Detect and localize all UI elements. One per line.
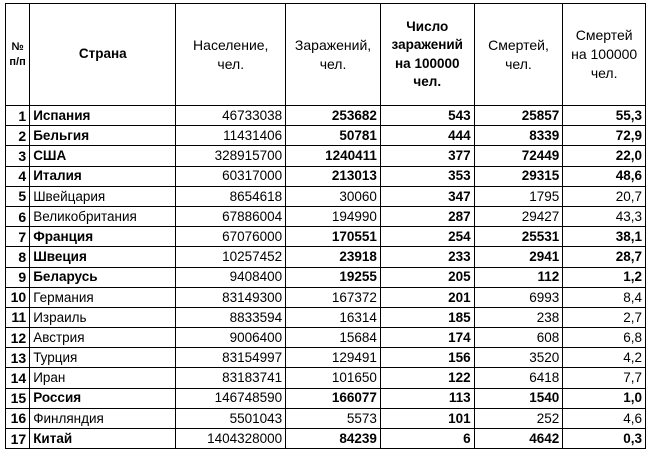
cell-deaths-per100k: 8,4 [563, 287, 646, 307]
header-deaths: Смертей, чел. [474, 4, 563, 106]
cell-per100k: 205 [380, 267, 474, 287]
cell-per100k: 233 [380, 247, 474, 267]
cell-population: 328915700 [176, 146, 286, 166]
header-num: № п/п [6, 4, 30, 106]
row-number: 4 [6, 166, 30, 186]
cell-per100k: 6 [380, 429, 474, 449]
cell-infections: 101650 [286, 368, 381, 388]
table-row [6, 166, 646, 186]
table-row [6, 287, 646, 307]
cell-deaths: 6418 [474, 368, 563, 388]
cell-infections: 170551 [286, 227, 381, 247]
cell-infections: 23918 [286, 247, 381, 267]
row-number: 12 [6, 328, 30, 348]
cell-infections: 129491 [286, 348, 381, 368]
cell-per100k: 201 [380, 287, 474, 307]
cell-country: Израиль [30, 307, 176, 327]
cell-deaths: 8339 [474, 126, 563, 146]
cell-deaths: 238 [474, 307, 563, 327]
cell-deaths: 1540 [474, 388, 563, 408]
cell-population: 83149300 [176, 287, 286, 307]
cell-population: 67076000 [176, 227, 286, 247]
cell-deaths-per100k: 0,3 [563, 429, 646, 449]
table-row [6, 146, 646, 166]
cell-per100k: 287 [380, 206, 474, 226]
cell-population: 1404328000 [176, 429, 286, 449]
cell-deaths: 25531 [474, 227, 563, 247]
cell-per100k: 543 [380, 106, 474, 126]
cell-country: Финляндия [30, 408, 176, 428]
cell-country: США [30, 146, 176, 166]
cell-deaths: 72449 [474, 146, 563, 166]
cell-deaths: 6993 [474, 287, 563, 307]
cell-per100k: 101 [380, 408, 474, 428]
cell-per100k: 254 [380, 227, 474, 247]
cell-population: 83183741 [176, 368, 286, 388]
cell-deaths: 29427 [474, 206, 563, 226]
cell-deaths-per100k: 28,7 [563, 247, 646, 267]
row-number: 6 [6, 206, 30, 226]
cell-country: Беларусь [30, 267, 176, 287]
row-number: 15 [6, 388, 30, 408]
row-number: 14 [6, 368, 30, 388]
cell-country: Турция [30, 348, 176, 368]
cell-infections: 213013 [286, 166, 381, 186]
cell-deaths: 3520 [474, 348, 563, 368]
cell-country: Россия [30, 388, 176, 408]
header-deaths-per100k: Смертей на 100000 чел. [563, 4, 646, 106]
cell-deaths-per100k: 43,3 [563, 206, 646, 226]
cell-country: Италия [30, 166, 176, 186]
cell-infections: 167372 [286, 287, 381, 307]
cell-population: 8654618 [176, 186, 286, 206]
cell-per100k: 444 [380, 126, 474, 146]
cell-per100k: 122 [380, 368, 474, 388]
cell-population: 5501043 [176, 408, 286, 428]
cell-deaths: 1795 [474, 186, 563, 206]
cell-infections: 1240411 [286, 146, 381, 166]
cell-deaths: 25857 [474, 106, 563, 126]
cell-population: 146748590 [176, 388, 286, 408]
table-row [6, 267, 646, 287]
cell-infections: 15684 [286, 328, 381, 348]
row-number: 3 [6, 146, 30, 166]
cell-deaths: 252 [474, 408, 563, 428]
cell-population: 46733038 [176, 106, 286, 126]
row-number: 9 [6, 267, 30, 287]
cell-deaths-per100k: 2,7 [563, 307, 646, 327]
header-population: Население, чел. [176, 4, 286, 106]
cell-deaths-per100k: 20,7 [563, 186, 646, 206]
cell-infections: 194990 [286, 206, 381, 226]
cell-infections: 30060 [286, 186, 381, 206]
cell-infections: 16314 [286, 307, 381, 327]
cell-per100k: 113 [380, 388, 474, 408]
table-row [6, 106, 646, 126]
table-row [6, 307, 646, 327]
cell-infections: 19255 [286, 267, 381, 287]
cell-country: Швеция [30, 247, 176, 267]
cell-deaths-per100k: 6,8 [563, 328, 646, 348]
spreadsheet [5, 3, 646, 449]
table-row [6, 247, 646, 267]
table-row [6, 408, 646, 428]
row-number: 2 [6, 126, 30, 146]
row-number: 10 [6, 287, 30, 307]
table-row [6, 126, 646, 146]
cell-country: Швейцария [30, 186, 176, 206]
cell-deaths-per100k: 1,2 [563, 267, 646, 287]
cell-deaths-per100k: 1,0 [563, 388, 646, 408]
cell-per100k: 353 [380, 166, 474, 186]
cell-population: 83154997 [176, 348, 286, 368]
cell-deaths-per100k: 72,9 [563, 126, 646, 146]
cell-population: 60317000 [176, 166, 286, 186]
cell-infections: 253682 [286, 106, 381, 126]
header-infections: Заражений, чел. [286, 4, 381, 106]
cell-population: 8833594 [176, 307, 286, 327]
cell-country: Китай [30, 429, 176, 449]
cell-per100k: 347 [380, 186, 474, 206]
cell-country: Бельгия [30, 126, 176, 146]
cell-population: 67886004 [176, 206, 286, 226]
cell-country: Иран [30, 368, 176, 388]
cell-population: 9006400 [176, 328, 286, 348]
cell-country: Австрия [30, 328, 176, 348]
table-row [6, 388, 646, 408]
cell-deaths: 2941 [474, 247, 563, 267]
row-number: 1 [6, 106, 30, 126]
cell-country: Германия [30, 287, 176, 307]
row-number: 13 [6, 348, 30, 368]
cell-deaths-per100k: 48,6 [563, 166, 646, 186]
table-body [6, 106, 646, 449]
cell-infections: 84239 [286, 429, 381, 449]
cell-infections: 166077 [286, 388, 381, 408]
cell-deaths-per100k: 7,7 [563, 368, 646, 388]
table-row [6, 227, 646, 247]
cell-country: Великобритания [30, 206, 176, 226]
cell-infections: 50781 [286, 126, 381, 146]
table-row [6, 368, 646, 388]
cell-deaths: 112 [474, 267, 563, 287]
cell-country: Франция [30, 227, 176, 247]
table-row [6, 186, 646, 206]
cell-deaths-per100k: 4,2 [563, 348, 646, 368]
cell-deaths: 608 [474, 328, 563, 348]
row-number: 7 [6, 227, 30, 247]
row-number: 16 [6, 408, 30, 428]
header-row [6, 4, 646, 106]
cell-deaths: 4642 [474, 429, 563, 449]
table-row [6, 206, 646, 226]
cell-per100k: 156 [380, 348, 474, 368]
cell-deaths-per100k: 4,6 [563, 408, 646, 428]
cell-population: 10257452 [176, 247, 286, 267]
covid-stats-table [5, 3, 646, 449]
row-number: 11 [6, 307, 30, 327]
cell-population: 11431406 [176, 126, 286, 146]
header-country: Страна [30, 4, 176, 106]
cell-country: Испания [30, 106, 176, 126]
table-row [6, 429, 646, 449]
table-row [6, 348, 646, 368]
cell-deaths-per100k: 22,0 [563, 146, 646, 166]
cell-deaths: 29315 [474, 166, 563, 186]
cell-per100k: 377 [380, 146, 474, 166]
header-per100k: Число заражений на 100000 чел. [380, 4, 474, 106]
cell-population: 9408400 [176, 267, 286, 287]
cell-infections: 5573 [286, 408, 381, 428]
row-number: 8 [6, 247, 30, 267]
cell-deaths-per100k: 38,1 [563, 227, 646, 247]
row-number: 17 [6, 429, 30, 449]
cell-deaths-per100k: 55,3 [563, 106, 646, 126]
cell-per100k: 185 [380, 307, 474, 327]
row-number: 5 [6, 186, 30, 206]
table-row [6, 328, 646, 348]
cell-per100k: 174 [380, 328, 474, 348]
